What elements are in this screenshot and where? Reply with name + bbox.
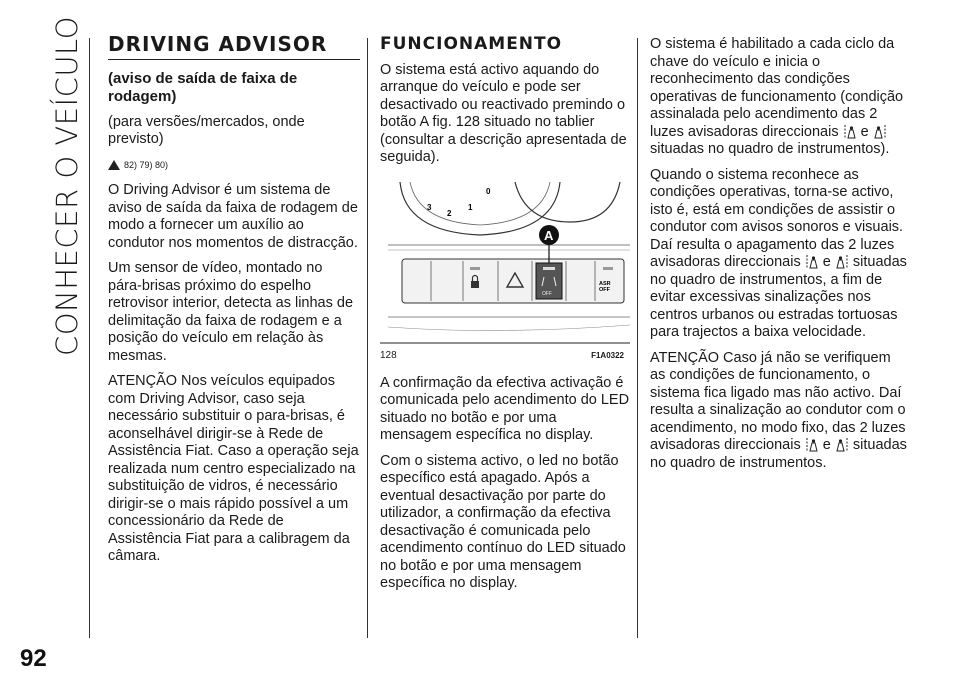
variant-note: (para versões/mercados, onde previsto) xyxy=(108,113,305,147)
paragraph-text: e xyxy=(860,123,869,140)
lane-departure-left-icon xyxy=(805,437,819,453)
column-1 xyxy=(108,32,360,574)
section-heading: FUNCIONAMENTO xyxy=(380,34,563,54)
warning-ref-text: 82) 79) 80) xyxy=(124,159,169,170)
warning-references xyxy=(108,157,360,175)
paragraph: O sistema está activo aquando do arranque do veículo e pode ser desactivado ou reactivado premindo o botão A fig. 128 situado no tablier (consultar a descrição apresentada de seguida). xyxy=(380,61,627,165)
lane-departure-right-icon xyxy=(835,437,849,453)
lane-button-off-label: OFF xyxy=(542,290,552,297)
attention-paragraph xyxy=(650,350,910,473)
paragraph: O Driving Advisor é um sistema de aviso de saída da faixa de rodagem de modo a fornecer um auxílio ao condutor nos momentos de distracção. xyxy=(108,182,358,251)
paragraph: A confirmação da efectiva activação é comunicada pelo acendimento do LED situado no botão e por uma mensagem específica no display. xyxy=(380,374,630,443)
asr-button-label: ASR xyxy=(599,280,611,287)
column-divider xyxy=(637,38,638,638)
paragraph-text: situadas no quadro de instrumentos. xyxy=(650,437,907,471)
lane-departure-right-icon xyxy=(873,124,887,140)
section-subheading: (aviso de saída de faixa de rodagem) xyxy=(108,69,298,105)
paragraph-text: ATENÇÃO Caso já não se verifiquem as condições de funcionamento, o sistema fica ligado mas não activo. Daí resulta a sinalização ao condutor com o acendimento, no modo fixo, das 2 luzes avisadoras direccionais xyxy=(650,349,906,453)
paragraph-text: O sistema é habilitado a cada ciclo da chave do veículo e inicia o reconhecimento das condições operativas de funcionamento (condição assinalada pelo acendimento das 2 luzes avisadoras direccionais xyxy=(650,36,904,140)
dial-digit: 3 xyxy=(427,202,432,212)
figure-code: F1A0322 xyxy=(591,350,624,360)
paragraph-text: situadas no quadro de instrumentos). xyxy=(650,141,890,157)
column-3 xyxy=(650,36,910,480)
asr-off-label: OFF xyxy=(599,286,610,293)
section-heading: DRIVING ADVISOR xyxy=(108,36,360,60)
figure-number: 128 xyxy=(380,349,397,361)
paragraph-text: situadas no quadro de instrumentos, a fim de evitar excessivas sinalizações nos centros urbanos ou estradas tortuosas para trajectos a baixa velocidade. xyxy=(650,254,907,340)
figure-128 xyxy=(380,177,630,367)
column-2 xyxy=(380,36,630,601)
paragraph-text: e xyxy=(822,437,831,453)
paragraph xyxy=(650,167,910,342)
dial-digit: 0 xyxy=(486,186,491,196)
lane-departure-left-icon xyxy=(805,254,819,270)
paragraph-text: e xyxy=(822,254,831,270)
warning-triangle-icon xyxy=(108,160,120,170)
side-title-text: CONHECER O VEÍCULO xyxy=(50,15,84,357)
page-number: 92 xyxy=(20,645,47,672)
dashboard-illustration xyxy=(380,177,630,345)
paragraph-text: Quando o sistema reconhece as condições operativas, torna-se activo, isto é, está em condições de assistir o condutor com avisos sonoros e visuais. Daí resulta o apagamento das 2 luzes avisadoras direccionais xyxy=(650,166,904,270)
paragraph xyxy=(650,36,910,159)
dial-digit: 2 xyxy=(447,208,452,218)
section-side-title xyxy=(42,15,92,357)
paragraph: Um sensor de vídeo, montado no pára-brisas próximo do espelho retrovisor interior, detecta as linhas de delimitação da faixa de rodagem e a posição do veículo em relação às mesmas. xyxy=(108,260,354,364)
lane-departure-left-icon xyxy=(843,124,857,140)
column-divider xyxy=(367,38,368,638)
paragraph: Com o sistema activo, o led no botão específico está apagado. Após a eventual desactivação por parte do utilizador, a confirmação da efectiva desactivação é comunicada pelo acendimento contínuo do LED situado no botão e por uma mensagem específica no display. xyxy=(380,452,626,591)
lane-departure-right-icon xyxy=(835,254,849,270)
dial-digit: 1 xyxy=(468,202,473,212)
column-divider xyxy=(89,38,90,638)
attention-paragraph: ATENÇÃO Nos veículos equipados com Driving Advisor, caso seja necessário substituir o para-brisas, é aconselhável dirigir-se à Rede de Assistência Fiat. Caso a operação seja realizada num centro especializado na substituição de vidros, é necessário dirigir-se o mais rápido possível a um concessionário da Rede de Assistência Fiat para a calibragem da câmara. xyxy=(108,373,359,564)
callout-a-label: A xyxy=(544,227,554,243)
